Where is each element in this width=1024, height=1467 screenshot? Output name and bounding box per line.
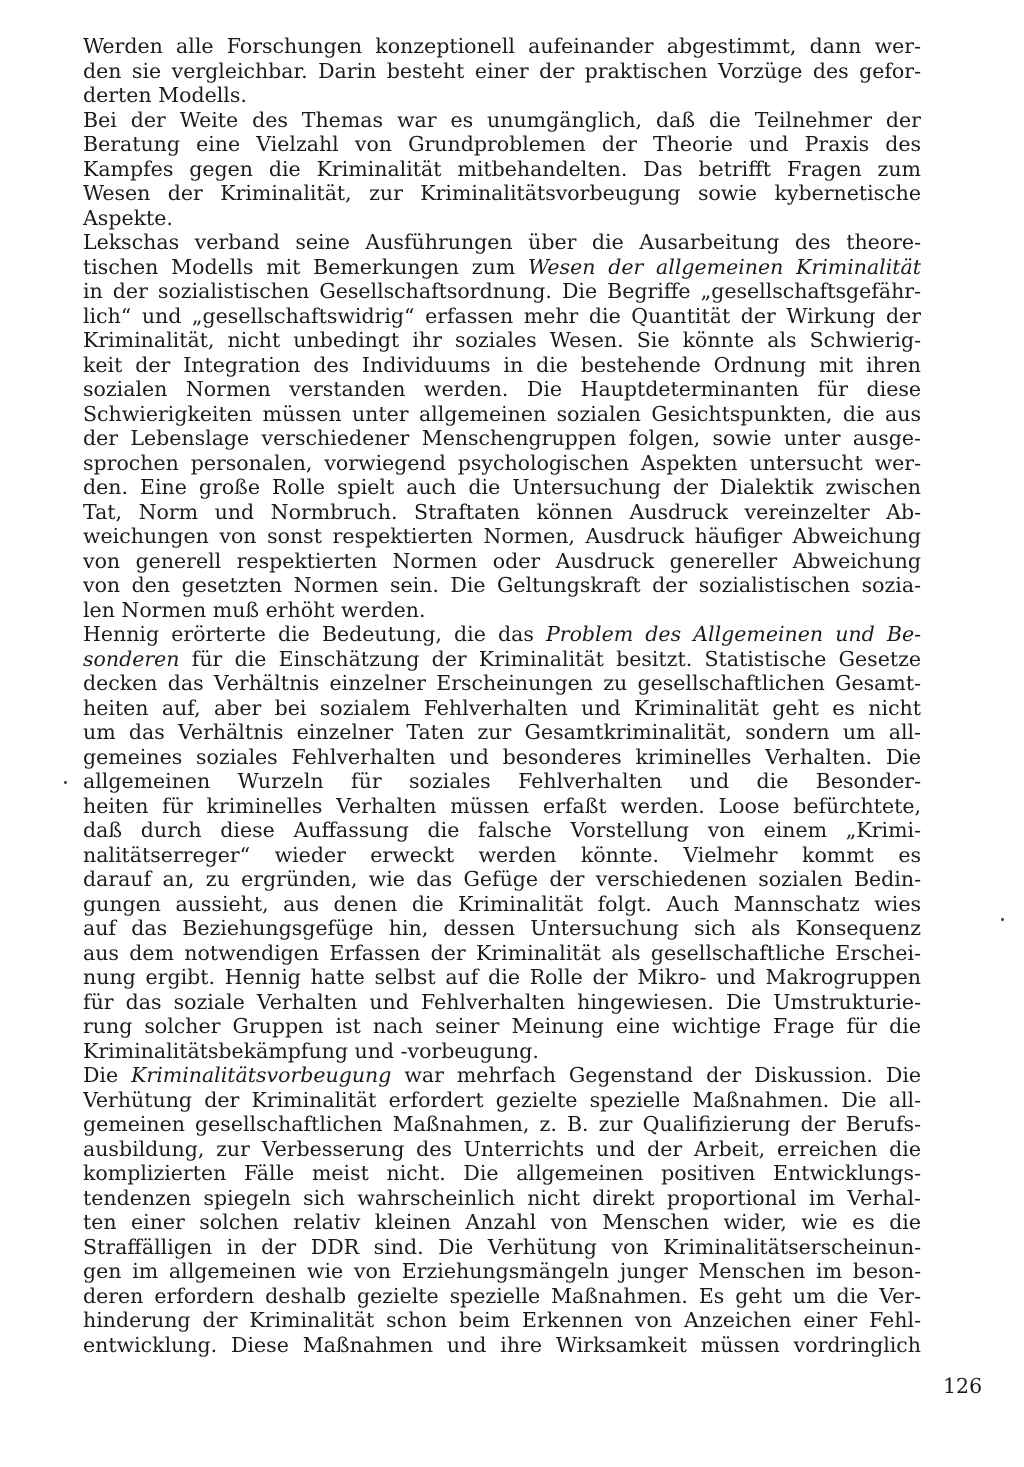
text-line: [83, 916, 921, 941]
text-line: [83, 965, 921, 990]
text-line: [83, 745, 921, 770]
text-line: [83, 377, 921, 402]
text-line: [83, 34, 921, 59]
text-segment: tendenzen spiegeln sich wahrscheinlich nicht direkt proportional im Verhal-: [83, 1185, 921, 1210]
text-line: [83, 941, 921, 966]
text-segment: weichungen von sonst respektierten Normen, Ausdruck häufiger Abweichung: [83, 524, 921, 548]
text-segment: sozialen Normen verstanden werden. Die Hauptdeterminanten für diese: [83, 377, 921, 401]
text-segment: heiten auf, aber bei sozialem Fehlverhalten und Kriminalität geht es nicht: [83, 695, 921, 720]
text-line: [83, 279, 921, 304]
text-line: [83, 451, 921, 476]
text-segment: der Lebenslage verschiedener Menschengruppen folgen, sowie unter ausge-: [83, 426, 921, 450]
text-segment: nung ergibt. Hennig hatte selbst auf die Rolle der Mikro- und Makrogruppen: [83, 965, 921, 989]
text-segment: den sie vergleichbar. Darin besteht einer der praktischen Vorzüge des gefor-: [83, 58, 921, 83]
text-segment: auf das Beziehungsgefüge hin, dessen Untersuchung sich als Konsequenz: [83, 916, 921, 940]
text-line: [83, 794, 921, 819]
text-line: [83, 1161, 921, 1186]
text-line: [83, 720, 921, 745]
text-segment: Schwierigkeiten müssen unter allgemeinen sozialen Gesichtspunkten, die aus: [83, 401, 921, 426]
text-segment: gen im allgemeinen wie von Erziehungsmängeln junger Menschen im beson-: [83, 1259, 921, 1283]
text-segment: Straffälligen in der DDR sind. Die Verhütung von Kriminalitätserscheinun-: [83, 1234, 921, 1259]
text-line: [83, 990, 921, 1015]
text-segment: allgemeinen Wurzeln für soziales Fehlverhalten und die Besonder-: [83, 769, 921, 793]
text-segment: darauf an, zu ergründen, wie das Gefüge der verschiedenen sozialen Bedin-: [83, 867, 921, 891]
text-segment: ten einer solchen relativ kleinen Anzahl von Menschen wider, wie es die: [83, 1210, 921, 1234]
text-segment: Bei der Weite des Themas war es unumgänglich, daß die Teilnehmer der: [83, 107, 921, 132]
text-line: [83, 132, 921, 157]
text-line: [83, 1235, 921, 1260]
text-segment: aus dem notwendigen Erfassen der Kriminalität als gesellschaftliche Erschei-: [83, 940, 921, 965]
text-line: [83, 328, 921, 353]
text-line: [83, 843, 921, 868]
text-segment: für das soziale Verhalten und Fehlverhalten hingewiesen. Die Umstrukturie-: [83, 989, 921, 1014]
text-line: [83, 671, 921, 696]
text-line: [83, 108, 921, 133]
text-segment: Kriminalitätsbekämpfung und -vorbeugung.: [83, 1038, 539, 1063]
text-segment: von den gesetzten Normen sein. Die Geltungskraft der sozialistischen sozia-: [83, 573, 921, 597]
text-segment: derten Modells.: [83, 83, 247, 107]
text-segment: gemeines soziales Fehlverhalten und besonderes kriminelles Verhalten. Die: [83, 744, 921, 769]
text-line: [83, 230, 921, 255]
text-segment: von generell respektierten Normen oder Ausdruck genereller Abweichung: [83, 548, 921, 573]
text-line: [83, 1259, 921, 1284]
scan-speck: [64, 781, 67, 784]
text-segment: für die Einschätzung der Kriminalität besitzt. Statistische Gesetze: [179, 646, 921, 671]
text-line: [83, 353, 921, 378]
scan-speck: [1001, 918, 1004, 921]
text-line: [83, 1333, 921, 1358]
text-line: [83, 598, 921, 623]
text-line: [83, 892, 921, 917]
text-segment: Wesen der Kriminalität, zur Kriminalitätsvorbeugung sowie kybernetische: [83, 181, 921, 205]
text-line: [83, 83, 921, 108]
text-segment: Lekschas verband seine Ausführungen über die Ausarbeitung des theore-: [83, 230, 921, 254]
text-segment: komplizierten Fälle meist nicht. Die allgemeinen positiven Entwicklungs-: [83, 1161, 921, 1185]
text-line: [83, 818, 921, 843]
text-line: [83, 475, 921, 500]
text-segment: Beratung eine Vielzahl von Grundproblemen der Theorie und Praxis des: [83, 132, 921, 156]
text-line: [83, 255, 921, 280]
text-segment: decken das Verhältnis einzelner Erscheinungen zu gesellschaftlichen Gesamt-: [83, 671, 921, 695]
text-line: [83, 402, 921, 427]
italic-emphasis: Problem des Allgemeinen und Be-: [545, 622, 921, 646]
text-segment: war mehrfach Gegenstand der Diskussion. Die: [391, 1063, 921, 1087]
text-segment: entwicklung. Diese Maßnahmen und ihre Wirksamkeit müssen vordringlich: [83, 1332, 921, 1357]
text-line: [83, 1039, 921, 1064]
text-segment: gungen aussieht, aus denen die Kriminalität folgt. Auch Mannschatz wies: [83, 891, 921, 916]
text-segment: in der sozialistischen Gesellschaftsordnung. Die Begriffe „gesellschaftsgefähr-: [83, 279, 921, 303]
text-line: [83, 157, 921, 182]
text-segment: tischen Modells mit Bemerkungen zum: [83, 254, 529, 279]
text-line: [83, 696, 921, 721]
text-line: [83, 304, 921, 329]
text-segment: Hennig erörterte die Bedeutung, die das: [83, 622, 546, 646]
text-line: [83, 622, 921, 647]
text-line: [83, 1088, 921, 1113]
text-line: [83, 1284, 921, 1309]
text-segment: rung solcher Gruppen ist nach seiner Meinung eine wichtige Frage für die: [83, 1014, 921, 1038]
text-line: [83, 1186, 921, 1211]
text-line: [83, 426, 921, 451]
text-segment: um das Verhältnis einzelner Taten zur Gesamtkriminalität, sondern um all-: [83, 720, 921, 744]
text-segment: Kriminalität, nicht unbedingt ihr soziales Wesen. Sie könnte als Schwierig-: [83, 328, 921, 352]
italic-emphasis: sonderen: [83, 646, 180, 671]
text-segment: daß durch diese Auffassung die falsche Vorstellung von einem „Krimi-: [83, 818, 921, 842]
text-segment: Tat, Norm und Normbruch. Straftaten können Ausdruck vereinzelter Ab-: [83, 499, 921, 524]
text-line: [83, 1014, 921, 1039]
text-segment: den. Eine große Rolle spielt auch die Untersuchung der Dialektik zwischen: [83, 475, 921, 499]
text-line: [83, 59, 921, 84]
text-segment: Aspekte.: [83, 205, 173, 230]
text-segment: lich“ und „gesellschaftswidrig“ erfassen mehr die Quantität der Wirkung der: [83, 303, 921, 328]
text-segment: ausbildung, zur Verbesserung des Unterrichts und der Arbeit, erreichen die: [83, 1136, 921, 1161]
text-line: [83, 647, 921, 672]
text-line: [83, 181, 921, 206]
text-line: [83, 206, 921, 231]
text-segment: hinderung der Kriminalität schon beim Erkennen von Anzeichen einer Fehl-: [83, 1308, 921, 1332]
text-line: [83, 1308, 921, 1333]
text-segment: heiten für kriminelles Verhalten müssen erfaßt werden. Loose befürchtete,: [83, 793, 921, 818]
text-segment: deren erfordern deshalb gezielte spezielle Maßnahmen. Es geht um die Ver-: [83, 1283, 921, 1308]
text-segment: nalitätserreger“ wieder erweckt werden könnte. Vielmehr kommt es: [83, 842, 921, 867]
text-line: [83, 769, 921, 794]
text-segment: sprochen personalen, vorwiegend psychologischen Aspekten untersucht wer-: [83, 450, 921, 475]
text-line: [83, 524, 921, 549]
text-segment: gemeinen gesellschaftlichen Maßnahmen, z. B. zur Qualifizierung der Berufs-: [83, 1112, 921, 1136]
text-line: [83, 867, 921, 892]
text-line: [83, 573, 921, 598]
italic-emphasis: Wesen der allgemeinen Kriminalität: [528, 254, 921, 279]
text-segment: len Normen muß erhöht werden.: [83, 597, 426, 622]
text-segment: Kampfes gegen die Kriminalität mitbehandelten. Das betrifft Fragen zum: [83, 156, 921, 181]
text-line: [83, 1112, 921, 1137]
text-segment: keit der Integration des Individuums in die bestehende Ordnung mit ihren: [83, 352, 921, 377]
text-line: [83, 1063, 921, 1088]
italic-emphasis: Kriminalitätsvorbeugung: [131, 1063, 392, 1087]
text-segment: Verhütung der Kriminalität erfordert gezielte spezielle Maßnahmen. Die all-: [83, 1087, 921, 1112]
text-line: [83, 549, 921, 574]
text-line: [83, 1210, 921, 1235]
text-line: [83, 1137, 921, 1162]
body-text: [83, 34, 921, 1357]
text-segment: Die: [83, 1063, 132, 1087]
text-line: [83, 500, 921, 525]
text-segment: Werden alle Forschungen konzeptionell aufeinander abgestimmt, dann wer-: [83, 34, 921, 58]
page-number: 126: [943, 1374, 983, 1398]
